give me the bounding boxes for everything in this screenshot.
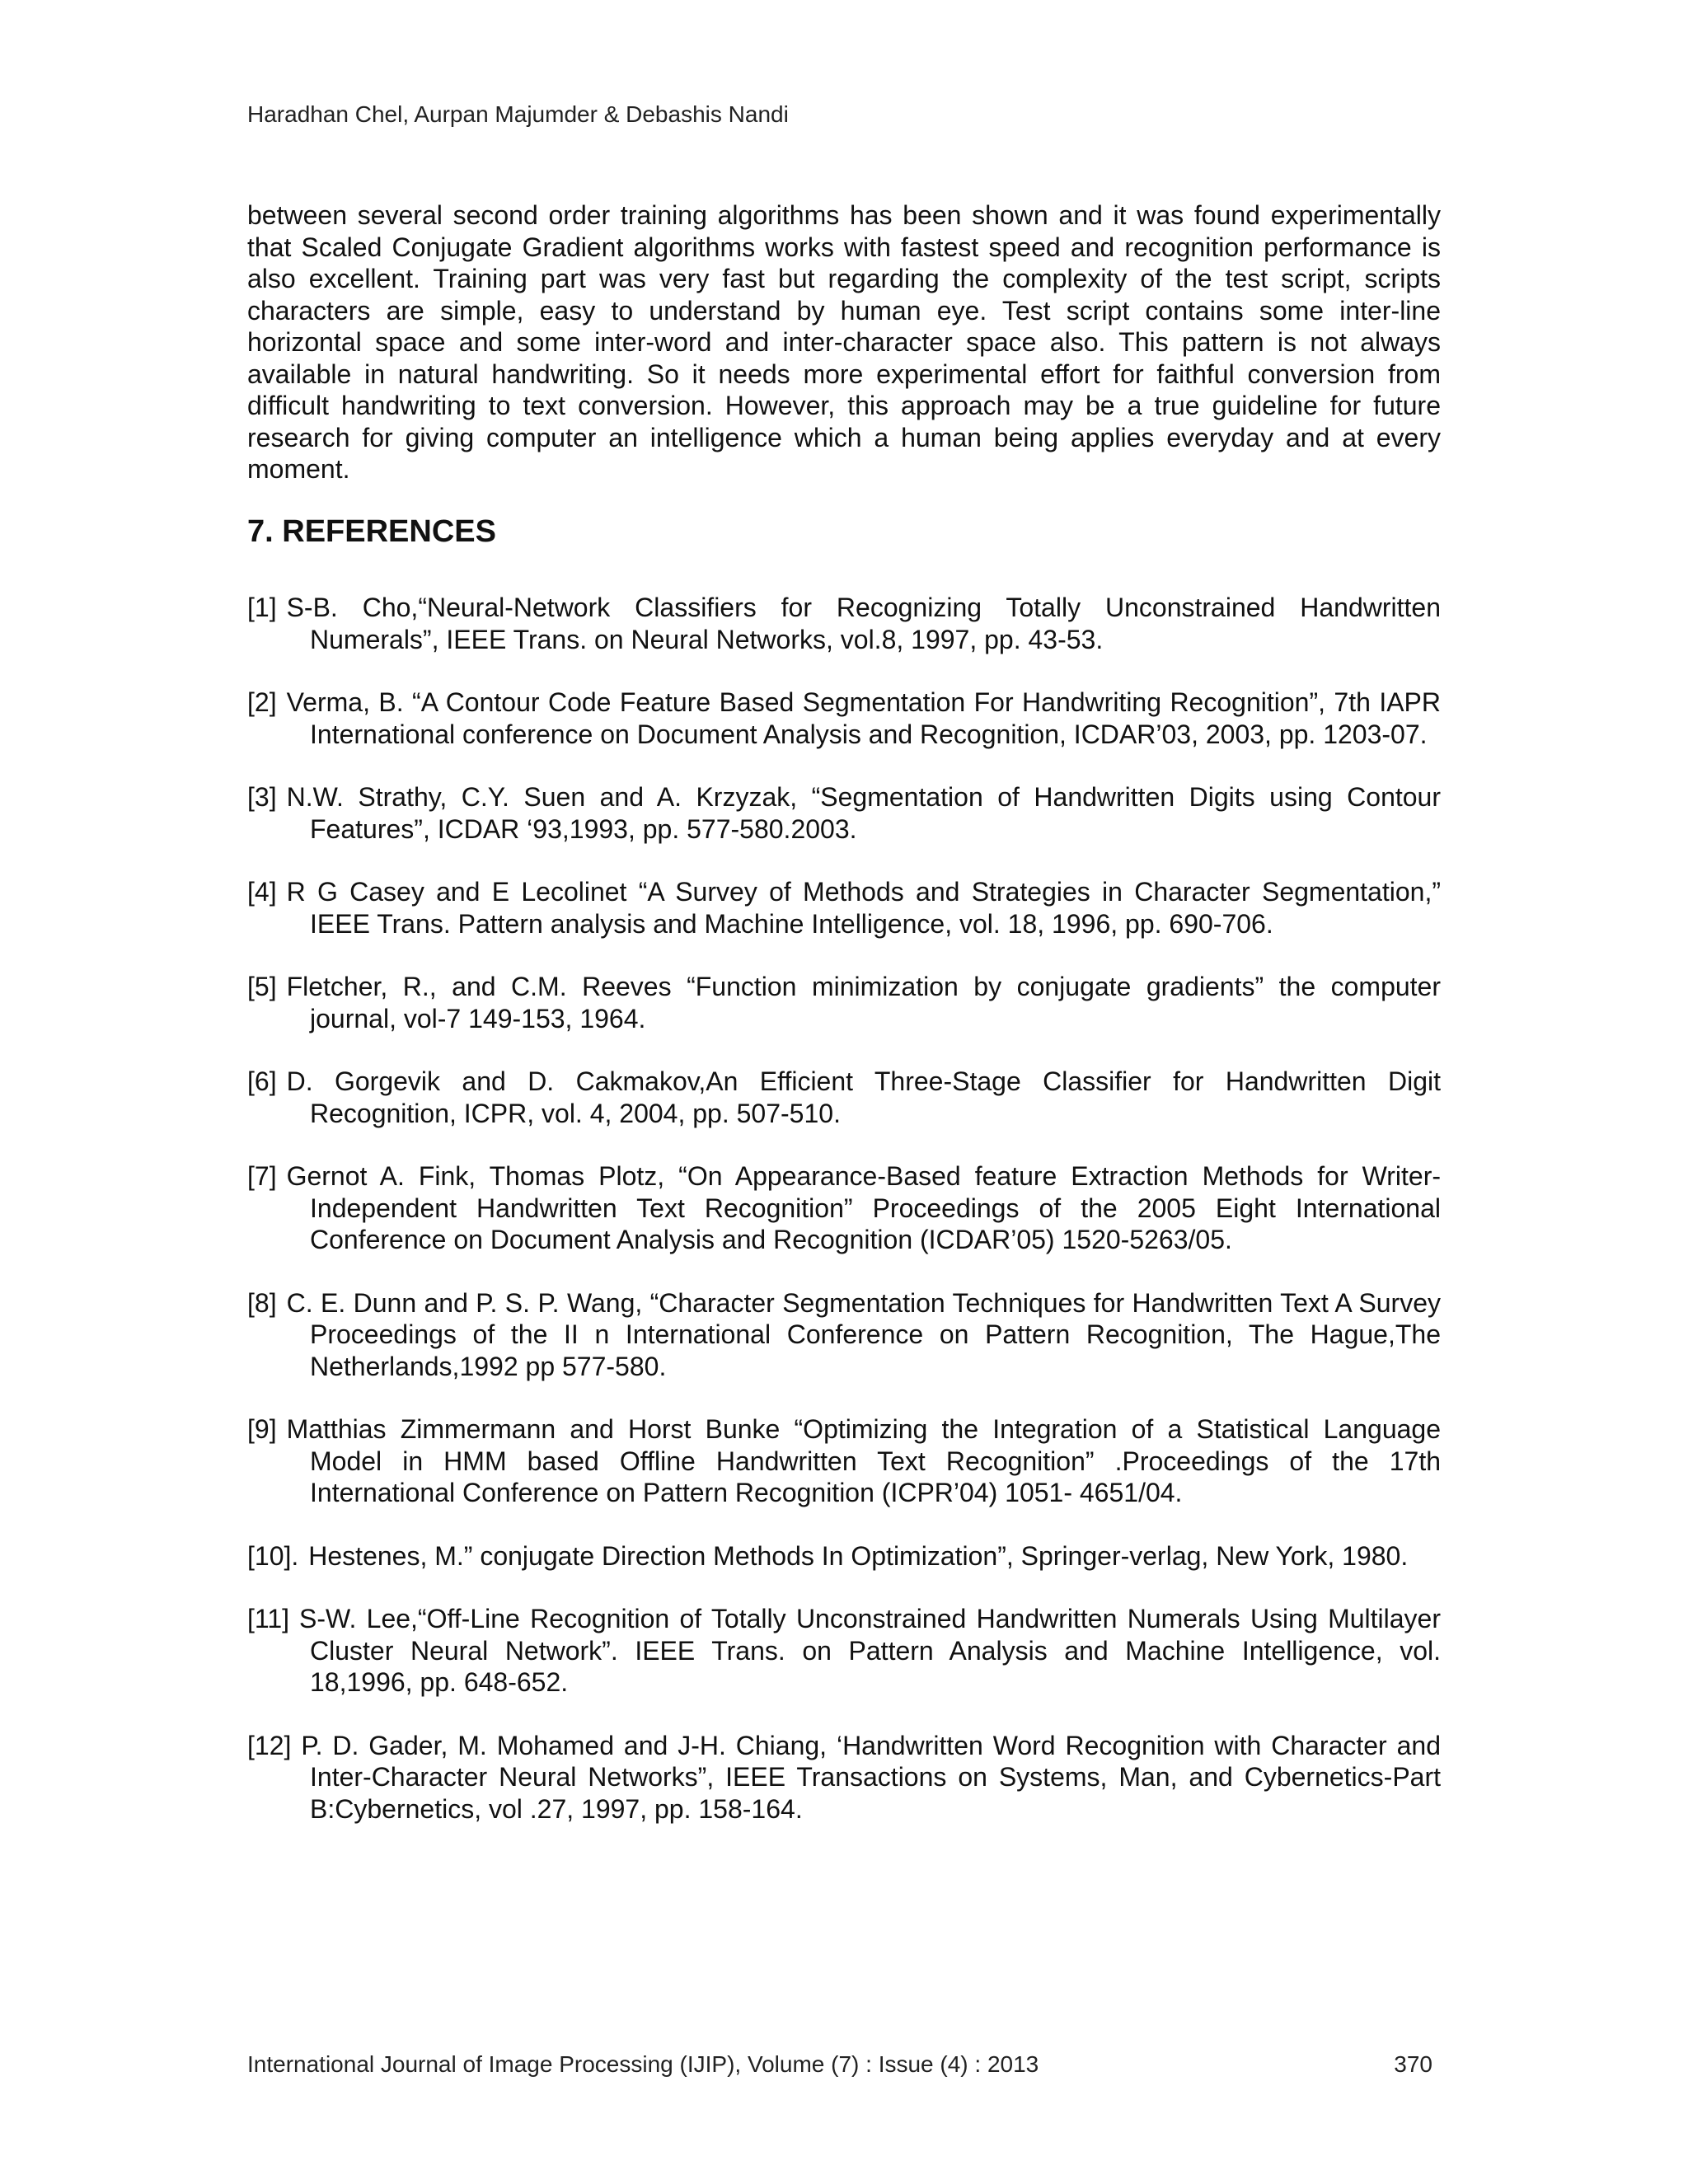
reference-number: [1] (247, 593, 277, 622)
reference-number: [12] (247, 1730, 292, 1760)
reference-number: [2] (247, 687, 277, 717)
reference-item-3 (247, 781, 1441, 845)
reference-text: Matthias Zimmermann and Horst Bunke “Optimizing the Integration of a Statistical Language Model in HMM based Offline Handwritten Text Recognition” .Proceedings of the 17th International Conference on Pattern Recognition (ICPR’04) 1051- 4651/04. (286, 1414, 1441, 1507)
reference-item-5 (247, 971, 1441, 1034)
reference-item-12 (247, 1730, 1441, 1825)
reference-item-7 (247, 1160, 1441, 1256)
page-number: 370 (1394, 2051, 1432, 2077)
reference-item-1 (247, 592, 1441, 655)
reference-number: [8] (247, 1287, 277, 1318)
references-heading: 7. REFERENCES (247, 514, 496, 549)
reference-text: C. E. Dunn and P. S. P. Wang, “Character Segmentation Techniques for Handwritten Text A Survey Proceedings of the II n International Conference on Pattern Recognition, The Hague,The Netherlands,1992 pp 577-580. (286, 1287, 1441, 1381)
conclusion-paragraph: between several second order training algorithms has been shown and it was found experimentally that Scaled Conjugate Gradient algorithms works with fastest speed and recognition performance is also excellent. Training part was very fast but regarding the complexity of the test script, scripts characters are simple, easy to understand by human eye. Test script contains some inter-line horizontal space and some inter-word and inter-character space also. This pattern is not always available in natural handwriting. So it needs more experimental effort for faithful conversion from difficult handwriting to text conversion. However, this approach may be a true guideline for future research for giving computer an intelligence which a human being applies everyday and at every moment. (247, 200, 1441, 484)
reference-number: [5] (247, 972, 277, 1001)
reference-item-9 (247, 1413, 1441, 1509)
footer-journal-citation: International Journal of Image Processing (IJIP), Volume (7) : Issue (4) : 2013 (247, 2051, 1039, 2077)
reference-item-8 (247, 1287, 1441, 1383)
reference-number: [7] (247, 1161, 277, 1191)
reference-item-2 (247, 687, 1441, 750)
reference-item-4 (247, 876, 1441, 940)
reference-number: [4] (247, 877, 277, 907)
reference-number: [6] (247, 1066, 277, 1096)
reference-text: S-B. Cho,“Neural-Network Classifiers for Recognizing Totally Unconstrained Handwritten Numerals”, IEEE Trans. on Neural Networks, vol.8, 1997, pp. 43-53. (286, 593, 1441, 654)
reference-item-11 (247, 1603, 1441, 1699)
reference-text: Fletcher, R., and C.M. Reeves “Function minimization by conjugate gradients” the computer journal, vol-7 149-153, 1964. (286, 972, 1441, 1033)
reference-text: P. D. Gader, M. Mohamed and J-H. Chiang, ‘Handwritten Word Recognition with Character and Inter-Character Neural Networks”, IEEE Transactions on Systems, Man, and Cybernetics-Part B:Cybernetics, vol .27, 1997, pp. 158-164. (301, 1730, 1441, 1824)
running-header-authors: Haradhan Chel, Aurpan Majumder & Debashis Nandi (247, 101, 789, 127)
reference-number: [10]. (247, 1540, 299, 1571)
reference-text: N.W. Strathy, C.Y. Suen and A. Krzyzak, “Segmentation of Handwritten Digits using Contour Features”, ICDAR ‘93,1993, pp. 577-580.2003. (286, 782, 1441, 844)
reference-text: Gernot A. Fink, Thomas Plotz, “On Appearance-Based feature Extraction Methods for Writer-Independent Handwritten Text Recognition” Proceedings of the 2005 Eight International Conference on Document Analysis and Recognition (ICDAR’05) 1520-5263/05. (286, 1161, 1441, 1254)
reference-number: [9] (247, 1414, 277, 1444)
reference-text: S-W. Lee,“Off-Line Recognition of Totally Unconstrained Handwritten Numerals Using Multilayer Cluster Neural Network”. IEEE Trans. on Pattern Analysis and Machine Intelligence, vol. 18,1996, pp. 648-652. (299, 1604, 1441, 1697)
reference-number: [3] (247, 782, 277, 812)
reference-text: R G Casey and E Lecolinet “A Survey of Methods and Strategies in Character Segmentation,” IEEE Trans. Pattern analysis and Machine Intelligence, vol. 18, 1996, pp. 690-706. (286, 877, 1441, 939)
reference-item-10 (247, 1540, 1441, 1572)
reference-text: D. Gorgevik and D. Cakmakov,An Efficient Three-Stage Classifier for Handwritten Digit Recognition, ICPR, vol. 4, 2004, pp. 507-510. (286, 1066, 1441, 1128)
reference-number: [11] (247, 1604, 289, 1633)
reference-text: Hestenes, M.” conjugate Direction Methods In Optimization”, Springer-verlag, New York, 1980. (308, 1540, 1409, 1571)
reference-item-6 (247, 1066, 1441, 1129)
reference-list (247, 592, 1441, 1856)
reference-text: Verma, B. “A Contour Code Feature Based Segmentation For Handwriting Recognition”, 7th IAPR International conference on Document Analysis and Recognition, ICDAR’03, 2003, pp. 1203-07. (286, 687, 1441, 749)
